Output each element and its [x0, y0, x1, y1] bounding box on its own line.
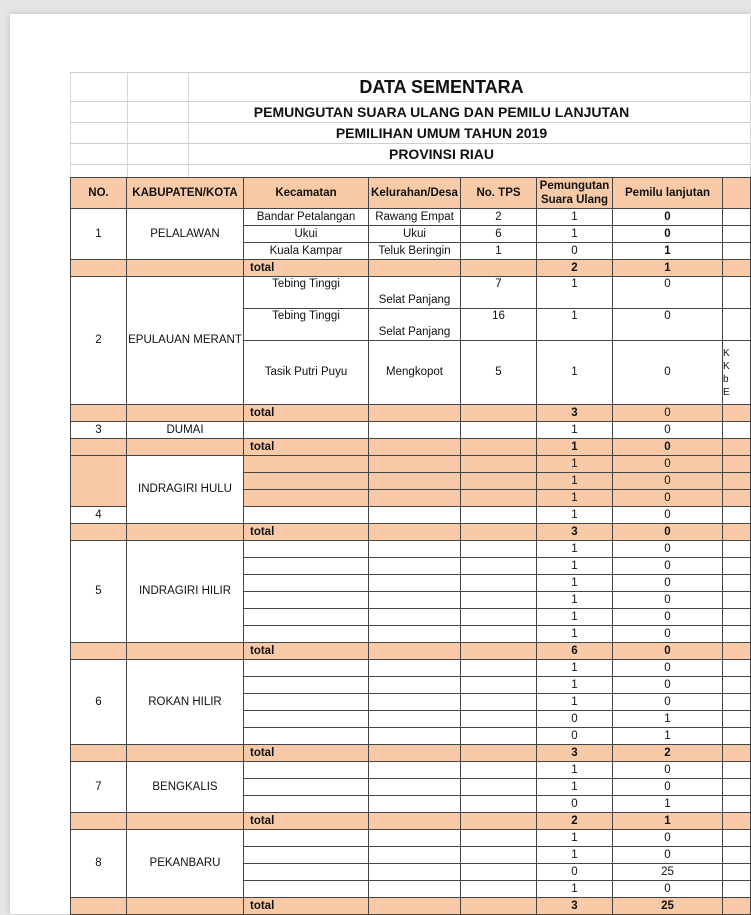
kelurahan-cell: Rawang Empat [369, 209, 461, 226]
pemilu-lanjutan-cell: 0 [613, 881, 723, 898]
pemilu-lanjutan-cell: 0 [613, 226, 723, 243]
table-row [71, 660, 751, 677]
total-psu: 3 [537, 524, 613, 541]
pemilu-lanjutan-cell: 0 [613, 694, 723, 711]
kecamatan-cell [244, 660, 369, 677]
pemilu-lanjutan-cell: 0 [613, 626, 723, 643]
total-extra [723, 813, 751, 830]
extra-cell [723, 209, 751, 226]
row-number: 1 [71, 209, 127, 260]
kecamatan-cell [244, 881, 369, 898]
total-row [71, 524, 751, 541]
total-row [71, 439, 751, 456]
tps-cell [461, 626, 537, 643]
total-pemilu-lanjutan: 25 [613, 898, 723, 915]
kelurahan-cell: Mengkopot [369, 341, 461, 405]
pemilu-lanjutan-cell: 0 [613, 309, 723, 341]
kelurahan-cell [369, 881, 461, 898]
kecamatan-cell [244, 864, 369, 881]
pemilu-lanjutan-cell: 0 [613, 830, 723, 847]
overflow-letters [723, 341, 751, 405]
psu-cell: 1 [537, 507, 613, 524]
total-extra [723, 405, 751, 422]
tps-cell [461, 456, 537, 473]
extra-cell [723, 779, 751, 796]
kelurahan-cell [369, 711, 461, 728]
kelurahan-cell [369, 422, 461, 439]
report-subtitle-2: PEMILIHAN UMUM TAHUN 2019 [188, 123, 694, 143]
kelurahan-cell [369, 473, 461, 490]
psu-cell: 1 [537, 609, 613, 626]
psu-cell: 1 [537, 226, 613, 243]
total-blank [461, 524, 537, 541]
total-blank [369, 898, 461, 915]
pemilu-lanjutan-cell: 0 [613, 473, 723, 490]
psu-cell: 1 [537, 309, 613, 341]
kecamatan-cell [244, 507, 369, 524]
kelurahan-cell: Ukui [369, 226, 461, 243]
total-blank [461, 643, 537, 660]
psu-cell: 0 [537, 728, 613, 745]
pemilu-lanjutan-cell: 0 [613, 209, 723, 226]
pemilu-lanjutan-cell: 0 [613, 422, 723, 439]
row-number: 7 [71, 762, 127, 813]
extra-cell [723, 728, 751, 745]
row-number: 6 [71, 660, 127, 745]
psu-cell: 0 [537, 796, 613, 813]
total-label: total [244, 745, 369, 762]
kecamatan-cell [244, 796, 369, 813]
total-blank [71, 745, 127, 762]
tps-cell [461, 575, 537, 592]
total-blank [369, 405, 461, 422]
total-extra [723, 439, 751, 456]
spreadsheet-page [10, 14, 750, 914]
total-extra [723, 745, 751, 762]
row-number: 4 [71, 507, 127, 524]
extra-cell [723, 762, 751, 779]
extra-cell [723, 626, 751, 643]
extra-cell [723, 847, 751, 864]
tps-cell [461, 830, 537, 847]
psu-cell: 1 [537, 677, 613, 694]
kecamatan-cell [244, 490, 369, 507]
psu-cell: 1 [537, 456, 613, 473]
kelurahan-cell [369, 864, 461, 881]
kelurahan-cell [369, 456, 461, 473]
total-row [71, 405, 751, 422]
report-title: DATA SEMENTARA [188, 73, 694, 101]
tps-cell [461, 796, 537, 813]
total-psu: 1 [537, 439, 613, 456]
pemilu-lanjutan-cell: 0 [613, 762, 723, 779]
overflow-letter: K [723, 347, 730, 359]
kecamatan-cell [244, 626, 369, 643]
total-blank [71, 898, 127, 915]
pemilu-lanjutan-cell: 0 [613, 341, 723, 405]
vote-table [70, 177, 751, 915]
psu-cell: 1 [537, 881, 613, 898]
psu-cell: 1 [537, 626, 613, 643]
pemilu-lanjutan-cell: 25 [613, 864, 723, 881]
pemilu-lanjutan-cell: 0 [613, 592, 723, 609]
pemilu-lanjutan-cell: 1 [613, 728, 723, 745]
kecamatan-cell [244, 728, 369, 745]
row-number [71, 456, 127, 507]
psu-cell: 1 [537, 473, 613, 490]
psu-cell: 1 [537, 592, 613, 609]
kecamatan-cell [244, 422, 369, 439]
total-label: total [244, 524, 369, 541]
tps-cell [461, 881, 537, 898]
col-extra [723, 178, 751, 209]
kabupaten-name: INDRAGIRI HULU [127, 456, 244, 524]
pemilu-lanjutan-cell: 0 [613, 277, 723, 309]
tps-cell [461, 507, 537, 524]
kecamatan-cell [244, 456, 369, 473]
kecamatan-cell [244, 847, 369, 864]
tps-cell [461, 864, 537, 881]
kabupaten-name: EPULAUAN MERANT [127, 277, 244, 405]
tps-cell: 1 [461, 243, 537, 260]
psu-cell: 1 [537, 779, 613, 796]
psu-cell: 1 [537, 422, 613, 439]
total-psu: 2 [537, 260, 613, 277]
extra-cell [723, 558, 751, 575]
total-blank [461, 439, 537, 456]
psu-cell: 0 [537, 243, 613, 260]
kecamatan-cell [244, 575, 369, 592]
total-extra [723, 524, 751, 541]
kelurahan-cell [369, 677, 461, 694]
kecamatan-cell: Ukui [244, 226, 369, 243]
table-row [71, 456, 751, 473]
kelurahan-cell [369, 626, 461, 643]
total-psu: 3 [537, 745, 613, 762]
kelurahan-cell: Selat Panjang [369, 277, 461, 309]
pemilu-lanjutan-cell: 0 [613, 507, 723, 524]
total-psu: 3 [537, 405, 613, 422]
total-row [71, 898, 751, 915]
kelurahan-cell [369, 592, 461, 609]
extra-cell [723, 243, 751, 260]
kecamatan-cell: Bandar Petalangan [244, 209, 369, 226]
psu-cell: 1 [537, 341, 613, 405]
extra-cell [723, 309, 751, 341]
kelurahan-cell: Selat Panjang [369, 309, 461, 341]
kecamatan-cell [244, 779, 369, 796]
total-label: total [244, 643, 369, 660]
total-blank [127, 439, 244, 456]
pemilu-lanjutan-cell: 0 [613, 660, 723, 677]
kelurahan-cell [369, 541, 461, 558]
psu-cell: 1 [537, 541, 613, 558]
tps-cell: 5 [461, 341, 537, 405]
total-blank [71, 439, 127, 456]
total-psu: 2 [537, 813, 613, 830]
kelurahan-cell [369, 660, 461, 677]
kecamatan-cell [244, 711, 369, 728]
total-blank [461, 745, 537, 762]
kecamatan-cell [244, 541, 369, 558]
total-blank [369, 260, 461, 277]
kelurahan-cell [369, 728, 461, 745]
overflow-letter: E [723, 386, 730, 398]
tps-cell [461, 660, 537, 677]
pemilu-lanjutan-cell: 0 [613, 609, 723, 626]
tps-cell [461, 762, 537, 779]
tps-cell [461, 779, 537, 796]
extra-cell [723, 864, 751, 881]
tps-cell [461, 609, 537, 626]
total-blank [127, 260, 244, 277]
kabupaten-name: INDRAGIRI HILIR [127, 541, 244, 643]
col-no: NO. [71, 178, 127, 209]
report-subtitle-1: PEMUNGUTAN SUARA ULANG DAN PEMILU LANJUTAN [188, 102, 694, 122]
extra-cell [723, 830, 751, 847]
kelurahan-cell [369, 575, 461, 592]
kecamatan-cell [244, 762, 369, 779]
tps-cell [461, 558, 537, 575]
col-psu: Pemungutan Suara Ulang [537, 178, 613, 209]
tps-cell: 2 [461, 209, 537, 226]
kecamatan-cell [244, 830, 369, 847]
extra-cell [723, 694, 751, 711]
psu-cell: 1 [537, 277, 613, 309]
kecamatan-cell [244, 609, 369, 626]
table-row [71, 830, 751, 847]
kecamatan-cell [244, 592, 369, 609]
kelurahan-cell [369, 796, 461, 813]
total-blank [127, 405, 244, 422]
kecamatan-cell: Kuala Kampar [244, 243, 369, 260]
total-blank [369, 439, 461, 456]
total-pemilu-lanjutan: 0 [613, 439, 723, 456]
tps-cell: 16 [461, 309, 537, 341]
total-pemilu-lanjutan: 0 [613, 643, 723, 660]
extra-cell [723, 660, 751, 677]
tps-cell [461, 473, 537, 490]
total-blank [369, 524, 461, 541]
kecamatan-cell [244, 677, 369, 694]
total-extra [723, 260, 751, 277]
extra-cell [723, 592, 751, 609]
table-header-row [71, 178, 751, 209]
col-kabupaten: KABUPATEN/KOTA [127, 178, 244, 209]
pemilu-lanjutan-cell: 0 [613, 558, 723, 575]
kabupaten-name: BENGKALIS [127, 762, 244, 813]
total-row [71, 260, 751, 277]
kelurahan-cell [369, 490, 461, 507]
extra-cell [723, 796, 751, 813]
kelurahan-cell [369, 830, 461, 847]
kelurahan-cell: Teluk Beringin [369, 243, 461, 260]
row-number: 2 [71, 277, 127, 405]
psu-cell: 1 [537, 209, 613, 226]
psu-cell: 1 [537, 575, 613, 592]
kelurahan-cell [369, 558, 461, 575]
psu-cell: 0 [537, 711, 613, 728]
total-row [71, 745, 751, 762]
total-blank [71, 405, 127, 422]
table-row [71, 209, 751, 226]
tps-cell [461, 847, 537, 864]
kecamatan-cell: Tasik Putri Puyu [244, 341, 369, 405]
extra-cell [723, 541, 751, 558]
kabupaten-name: PEKANBARU [127, 830, 244, 898]
kelurahan-cell [369, 779, 461, 796]
tps-cell [461, 728, 537, 745]
total-blank [461, 813, 537, 830]
extra-cell [723, 277, 751, 309]
total-blank [127, 524, 244, 541]
extra-cell [723, 490, 751, 507]
total-blank [71, 643, 127, 660]
col-kecamatan: Kecamatan [244, 178, 369, 209]
extra-cell [723, 881, 751, 898]
report-header [70, 72, 750, 183]
table-row [71, 762, 751, 779]
pemilu-lanjutan-cell: 0 [613, 677, 723, 694]
kabupaten-name: DUMAI [127, 422, 244, 439]
tps-cell [461, 592, 537, 609]
kecamatan-cell [244, 694, 369, 711]
psu-cell: 1 [537, 660, 613, 677]
total-blank [127, 898, 244, 915]
total-blank [127, 813, 244, 830]
tps-cell [461, 541, 537, 558]
pemilu-lanjutan-cell: 1 [613, 243, 723, 260]
pemilu-lanjutan-cell: 0 [613, 490, 723, 507]
total-label: total [244, 260, 369, 277]
kelurahan-cell [369, 507, 461, 524]
total-blank [369, 643, 461, 660]
total-extra [723, 643, 751, 660]
total-label: total [244, 898, 369, 915]
tps-cell: 6 [461, 226, 537, 243]
extra-cell [723, 575, 751, 592]
total-row [71, 643, 751, 660]
total-blank [71, 260, 127, 277]
total-blank [369, 745, 461, 762]
psu-cell: 1 [537, 558, 613, 575]
extra-cell [723, 422, 751, 439]
row-number: 8 [71, 830, 127, 898]
col-tps: No. TPS [461, 178, 537, 209]
pemilu-lanjutan-cell: 0 [613, 847, 723, 864]
tps-cell: 7 [461, 277, 537, 309]
total-pemilu-lanjutan: 0 [613, 524, 723, 541]
total-psu: 6 [537, 643, 613, 660]
tps-cell [461, 422, 537, 439]
psu-cell: 1 [537, 490, 613, 507]
total-row [71, 813, 751, 830]
extra-cell [723, 677, 751, 694]
extra-cell [723, 711, 751, 728]
kelurahan-cell [369, 609, 461, 626]
total-label: total [244, 439, 369, 456]
total-psu: 3 [537, 898, 613, 915]
col-pemilu-lanjutan: Pemilu lanjutan [613, 178, 723, 209]
tps-cell [461, 711, 537, 728]
total-extra [723, 898, 751, 915]
kabupaten-name: PELALAWAN [127, 209, 244, 260]
extra-cell [723, 507, 751, 524]
psu-cell: 1 [537, 694, 613, 711]
pemilu-lanjutan-cell: 0 [613, 575, 723, 592]
total-pemilu-lanjutan: 1 [613, 813, 723, 830]
kabupaten-name: ROKAN HILIR [127, 660, 244, 745]
psu-cell: 1 [537, 762, 613, 779]
row-number: 3 [71, 422, 127, 439]
table-row [71, 541, 751, 558]
kecamatan-cell: Tebing Tinggi [244, 277, 369, 309]
total-label: total [244, 813, 369, 830]
total-blank [369, 813, 461, 830]
kelurahan-cell [369, 847, 461, 864]
pemilu-lanjutan-cell: 1 [613, 711, 723, 728]
total-blank [71, 813, 127, 830]
col-kelurahan: Kelurahan/Desa [369, 178, 461, 209]
psu-cell: 0 [537, 864, 613, 881]
psu-cell: 1 [537, 847, 613, 864]
total-pemilu-lanjutan: 1 [613, 260, 723, 277]
total-blank [461, 260, 537, 277]
total-blank [127, 745, 244, 762]
table-row [71, 277, 751, 309]
tps-cell [461, 490, 537, 507]
extra-cell [723, 473, 751, 490]
kelurahan-cell [369, 762, 461, 779]
total-blank [71, 524, 127, 541]
report-subtitle-3: PROVINSI RIAU [188, 144, 694, 164]
kecamatan-cell: Tebing Tinggi [244, 309, 369, 341]
table-row [71, 422, 751, 439]
total-pemilu-lanjutan: 0 [613, 405, 723, 422]
psu-cell: 1 [537, 830, 613, 847]
total-pemilu-lanjutan: 2 [613, 745, 723, 762]
extra-cell [723, 226, 751, 243]
pemilu-lanjutan-cell: 0 [613, 541, 723, 558]
total-blank [461, 898, 537, 915]
pemilu-lanjutan-cell: 1 [613, 796, 723, 813]
overflow-letter: b [723, 373, 729, 385]
tps-cell [461, 677, 537, 694]
kecamatan-cell [244, 473, 369, 490]
total-label: total [244, 405, 369, 422]
pemilu-lanjutan-cell: 0 [613, 456, 723, 473]
overflow-letter: K [723, 360, 730, 372]
row-number: 5 [71, 541, 127, 643]
total-blank [461, 405, 537, 422]
tps-cell [461, 694, 537, 711]
kecamatan-cell [244, 558, 369, 575]
pemilu-lanjutan-cell: 0 [613, 779, 723, 796]
extra-cell [723, 456, 751, 473]
total-blank [127, 643, 244, 660]
extra-cell [723, 609, 751, 626]
kelurahan-cell [369, 694, 461, 711]
